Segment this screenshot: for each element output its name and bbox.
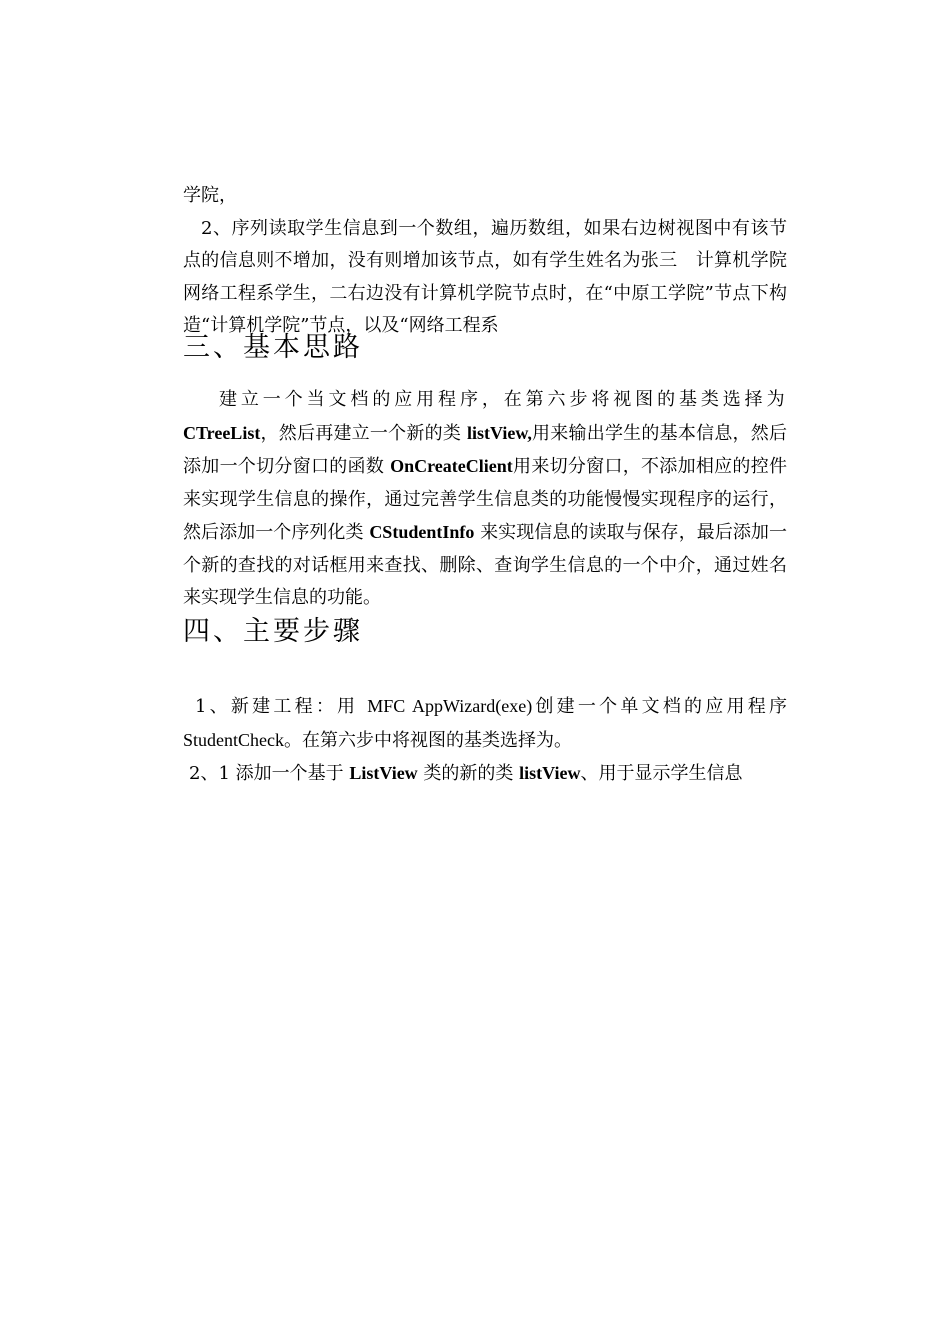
section2-continuation bbox=[183, 180, 805, 343]
paragraph-line-college: 学院， bbox=[183, 185, 237, 206]
text-d: 来实现信息的读取与保存，最后添加一个新的查找的对话框用来查找、删除、查询学生信息的一个中介，通过姓名来实现学生信息的功能。 bbox=[183, 522, 787, 608]
term-listview: listView, bbox=[467, 422, 532, 443]
paragraph-item-2: 2、序列读取学生信息到一个数组，遍历数组，如果右边树视图中有该节点的信息则不增加，没有则增加该节点，如有学生姓名为张三 计算机学院 网络工程系学生，二右边没有计算机学院节点时，在“中原工学院”节点下构造“计算机学院”节点，以及“网络工程系 bbox=[183, 217, 805, 336]
heading-main-steps: 四、主要步骤 bbox=[183, 616, 363, 647]
paragraph-step-1 bbox=[183, 690, 787, 757]
text-b: 用来输出学生的基本信息，然后添加一个切分窗口的函数 bbox=[183, 422, 787, 477]
step1-term-mfc: MFC AppWizard(exe) bbox=[367, 696, 533, 716]
step1-term-studentcheck: StudentCheck bbox=[183, 729, 284, 750]
step1-text-a: 1、新建工程：用 bbox=[195, 696, 368, 717]
section4-body bbox=[183, 690, 787, 791]
term-cstudentinfo: CStudentInfo bbox=[369, 522, 475, 542]
paragraph-basic-idea bbox=[183, 384, 787, 615]
term-ctreelist: CTreeList bbox=[183, 422, 261, 443]
term-oncreateclient: OnCreateClient bbox=[390, 456, 513, 476]
step2-text-e: 、用于显示学生信息 bbox=[580, 763, 743, 784]
text-c: 用来切分窗口，不添加相应的控件来实现学生信息的操作，通过完善学生信息类的功能慢慢实现程序的运行，然后添加一个序列化类 bbox=[183, 456, 787, 543]
step1-text-e: 。在第六步中将视图的基类选择为。 bbox=[284, 729, 572, 751]
text-lead: 建立一个当文档的应用程序，在第六步将视图的基类选择为 bbox=[219, 389, 787, 410]
section3-body bbox=[183, 384, 787, 615]
heading-basic-idea: 三、基本思路 bbox=[183, 332, 363, 363]
step2-text-c: 类的新的类 bbox=[417, 763, 520, 784]
step1-text-c: 创建一个单文档的应用程序 bbox=[532, 696, 787, 717]
step2-text-a: 2、1 添加一个基于 bbox=[189, 763, 350, 784]
step2-term-listview: listView bbox=[519, 763, 581, 783]
paragraph-step-2 bbox=[183, 757, 787, 791]
text-a: ，然后再建立一个新的类 bbox=[260, 422, 467, 444]
step2-term-listview-class: ListView bbox=[349, 763, 418, 783]
